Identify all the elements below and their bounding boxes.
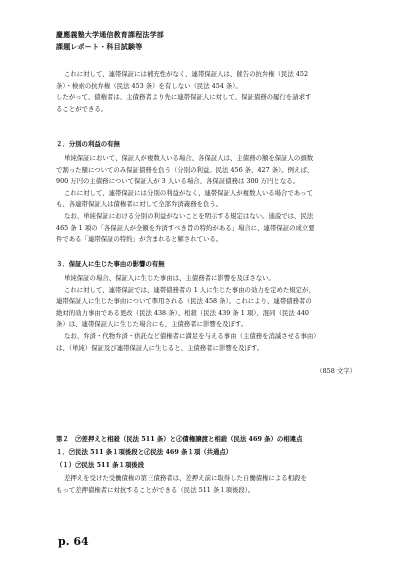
text-line: これに対して、連帯保証には分別の利益がなく、連帯保証人が複数人いる場合であって <box>64 188 313 197</box>
text-line: これに対して、連帯保証では、連帯債務者の 1 人に生じた事由の効力を定めた規定が、 <box>64 285 315 294</box>
text-line: したがって、債権者は、主債務者より先に連帯保証人に対して、保証債務の履行を請求す <box>56 93 312 102</box>
text-line: 絶対的効力事由である更改（民法 438 条）、相殺（民法 439 条 1 項）、混同（民法 440 <box>56 308 309 317</box>
text-line: 条）・検索の抗弁権（民法 453 条）を有しない（民法 454 条）。 <box>56 81 242 90</box>
text-line: ることができる。 <box>56 104 108 113</box>
text-line: は、（単純）保証及び連帯保証人に生じると、主債務者に影響を及ぼす。 <box>56 343 264 352</box>
paragraph-block-3 <box>56 273 356 354</box>
paragraph-block-1 <box>56 69 356 115</box>
text-line: 465 条 1 項の「各保証人が全額を弁済すべき旨の特約がある」場合に、連帯保証の成立要 <box>56 223 315 232</box>
text-line: もって差押債権者に対抗することができる（民法 511 条１項後段）。 <box>56 485 255 494</box>
text-line: 件である「連帯保証の特約」が含まれると解されている。 <box>56 235 223 244</box>
paragraph-block-2 <box>56 153 356 246</box>
text-line: 差押えを受けた受働債権の第三債務者は、差押え前に取得した自働債権による相殺を <box>64 474 307 482</box>
section-title-2: 第２ ㋐差押えと相殺（民法 511 条）と㋑債権譲渡と相殺（民法 469 条）の相違点 <box>56 435 303 443</box>
text-line: 900 万円の主債務について保証人が 3 人いる場合、各保証債務は 300 万円となる。 <box>56 177 299 186</box>
text-line: なお、弁済・代物弁済・供託など債権者に満足を与える事由（主債務を消滅させる事由） <box>64 331 320 340</box>
character-count: （858 文字） <box>316 367 356 375</box>
text-line: 単純保証において、保証人が複数人いる場合、各保証人は、主債務の額を保証人の頭数 <box>64 154 314 162</box>
header-university: 慶應義塾大学通信教育課程法学部 <box>56 30 164 39</box>
section-heading-3: ３．保証人に生じた事由の影響の有無 <box>56 260 165 268</box>
text-line: も、各連帯保証人は債権者に対して全部弁済義務を負う。 <box>56 200 223 209</box>
page-number: p. 64 <box>58 535 89 548</box>
header-report-type: 課題レポート・科目試験等 <box>56 42 143 51</box>
subsection-heading-1-1: （１）㋐民法 511 条１項後段 <box>56 461 145 469</box>
paragraph-block-4 <box>56 473 356 496</box>
text-line: 条）は、連帯保証人に生じた場合にも、主債務者に影響を及ぼす。 <box>56 320 248 329</box>
text-line: なお、単純保証における分別の利益がないことを明示する規定はない。通説では、民法 <box>64 211 314 220</box>
text-line: で割った額についてのみ保証債務を負う（分別の利益。民法 456 条、427 条）。例えば、 <box>56 165 314 174</box>
section-heading-2: ２．分別の利益の有無 <box>56 140 120 148</box>
text-line: 連帯保証人に生じた事由について準用される（民法 458 条）。これにより、連帯債務者の <box>56 297 312 306</box>
subsection-heading-1: １．㋐民法 511 条１項後段と㋑民法 469 条１項（共通点） <box>56 448 233 456</box>
text-line: 単純保証の場合、保証人に生じた事由は、主債務者に影響を及ぼさない。 <box>64 274 275 282</box>
text-line: これに対して、連帯保証には補充性がなく、連帯保証人は、催告の抗弁権（民法 452 <box>64 70 309 78</box>
